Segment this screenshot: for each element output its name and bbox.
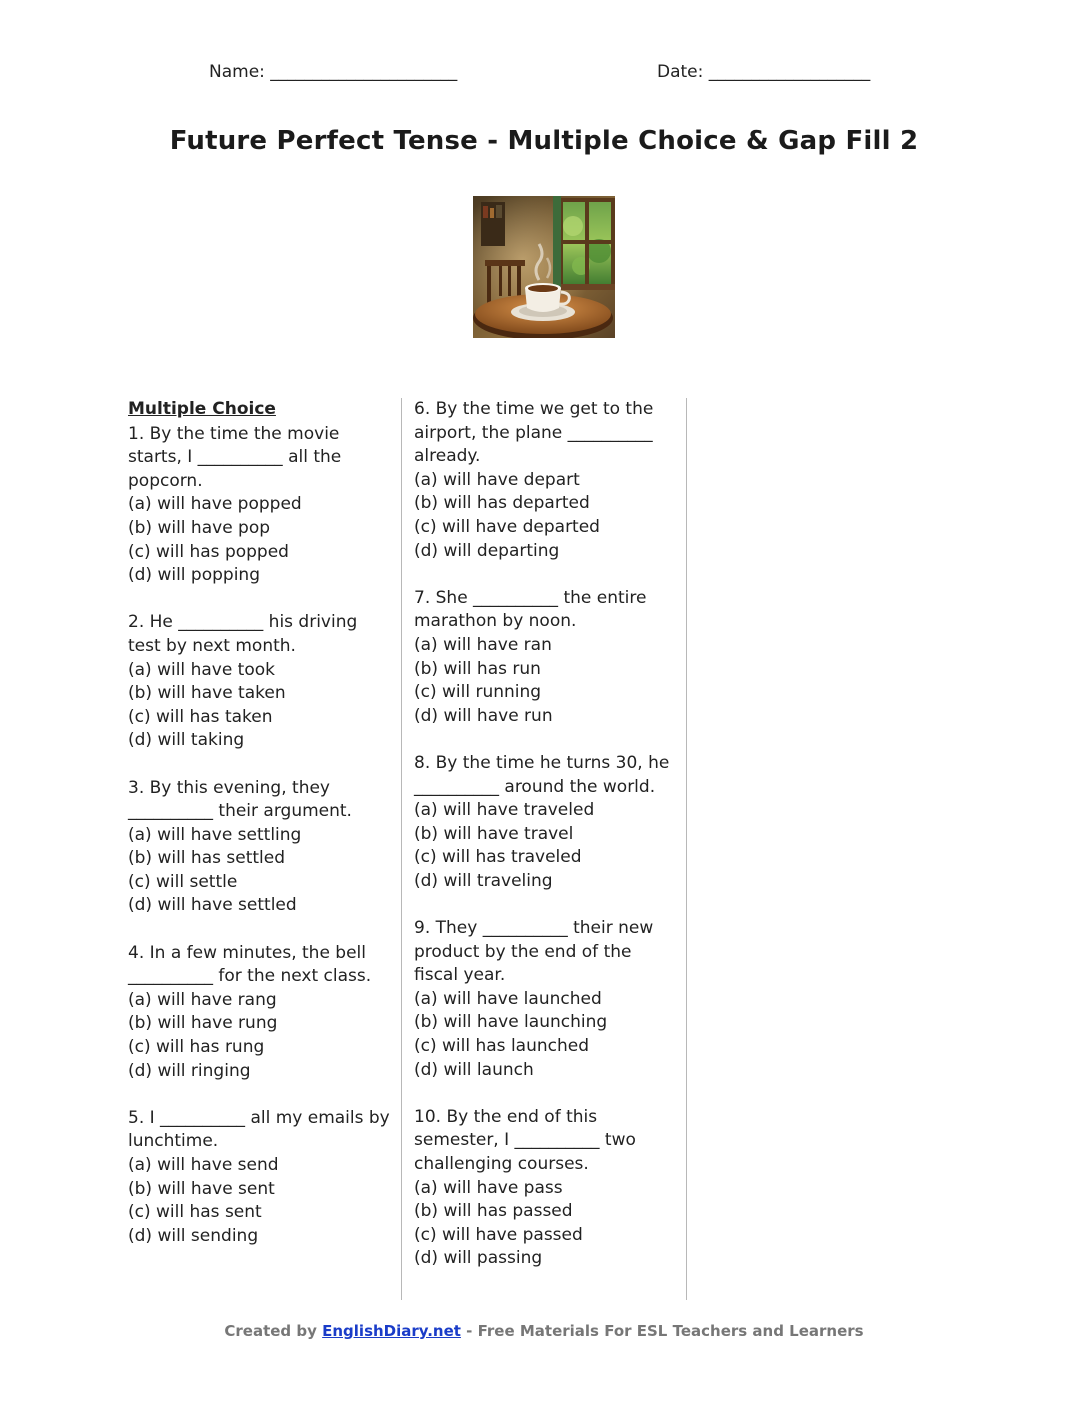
question-text: 10. By the end of this semester, I __________ two challenging courses. [414,1106,636,1174]
answer-option: (c) will has popped [128,541,289,562]
question-text: 3. By this evening, they __________ their argument. [128,777,352,822]
answer-option: (b) will have taken [128,683,286,704]
question-block [414,398,680,563]
answer-option: (a) will have send [128,1155,279,1175]
answer-option: (a) will have launched [414,988,602,1009]
question-block [414,752,680,894]
question-text: 6. By the time we get to the airport, the plane __________ already. [414,399,654,467]
answer-option: (c) will has traveled [414,847,582,868]
answer-option: (c) will have departed [414,516,600,537]
answer-option: (c) will have passed [414,1224,583,1245]
answer-option: (d) will taking [128,730,245,751]
question-column-right [414,398,680,1295]
question-text: 7. She __________ the entire marathon by noon. [414,587,647,632]
question-column-left [128,398,390,1272]
footer [0,1322,1088,1340]
answer-option: (b) will have launching [414,1012,608,1033]
answer-option: (b) will have travel [414,823,574,844]
question-block [128,423,390,588]
answer-option: (d) will traveling [414,870,553,891]
answer-option: (c) will running [414,682,542,703]
answer-option: (a) will have settling [128,824,302,845]
answer-option: (d) will ringing [128,1060,251,1081]
answer-option: (c) will has taken [128,706,273,727]
answer-option: (b) will have sent [128,1178,275,1199]
worksheet-title: Future Perfect Tense - Multiple Choice & Gap Fill 2 [169,126,919,156]
answer-option: (b) will has settled [128,848,286,869]
coffee-cup-illustration [473,196,615,338]
answer-option: (b) will has passed [414,1201,573,1222]
answer-option: (d) will have run [414,705,553,726]
answer-option: (a) will have depart [414,469,580,490]
question-block [414,587,680,729]
question-block [128,611,390,753]
answer-option: (a) will have traveled [414,800,595,821]
answer-option: (b) will has run [414,658,541,679]
question-block [128,942,390,1084]
question-text: 4. In a few minutes, the bell __________ for the next class. [128,942,372,987]
answer-option: (d) will passing [414,1248,543,1269]
name-field-label: Name: ______________________ [209,62,458,82]
answer-option: (d) will launch [414,1059,534,1080]
column-divider [686,398,687,1300]
answer-option: (c) will has launched [414,1036,590,1057]
answer-option: (a) will have took [128,659,275,680]
date-field-label: Date: ___________________ [657,62,871,82]
column-divider [401,398,402,1300]
question-text: 5. I __________ all my emails by lunchtime. [128,1107,390,1152]
answer-option: (d) will sending [128,1225,259,1246]
question-block [128,777,390,919]
question-text: 8. By the time he turns 30, he __________ around the world. [414,752,670,797]
answer-option: (b) will have rung [128,1013,278,1034]
question-text: 1. By the time the movie starts, I __________ all the popcorn. [128,423,342,491]
question-text: 2. He __________ his driving test by next month. [128,612,358,656]
answer-option: (a) will have ran [414,634,552,655]
answer-option: (d) will popping [128,565,260,586]
answer-option: (a) will have popped [128,494,302,515]
footer-prefix: Created by [224,1322,323,1340]
answer-option: (c) will has rung [128,1037,265,1058]
answer-option: (b) will has departed [414,493,590,514]
answer-option: (c) will has sent [128,1202,262,1223]
answer-option: (b) will have pop [128,517,271,538]
answer-option: (a) will have rang [128,989,277,1010]
section-heading: Multiple Choice [128,399,276,419]
english-diary-link[interactable]: EnglishDiary.net [322,1322,461,1340]
answer-option: (a) will have pass [414,1177,563,1198]
question-block [128,1107,390,1249]
answer-option: (d) will departing [414,540,560,561]
answer-option: (d) will have settled [128,895,297,916]
footer-suffix: - Free Materials For ESL Teachers and Learners [460,1322,864,1340]
question-block [414,917,680,1082]
question-text: 9. They __________ their new product by the end of the fiscal year. [414,918,654,986]
answer-option: (c) will settle [128,871,238,892]
question-block [414,1106,680,1271]
